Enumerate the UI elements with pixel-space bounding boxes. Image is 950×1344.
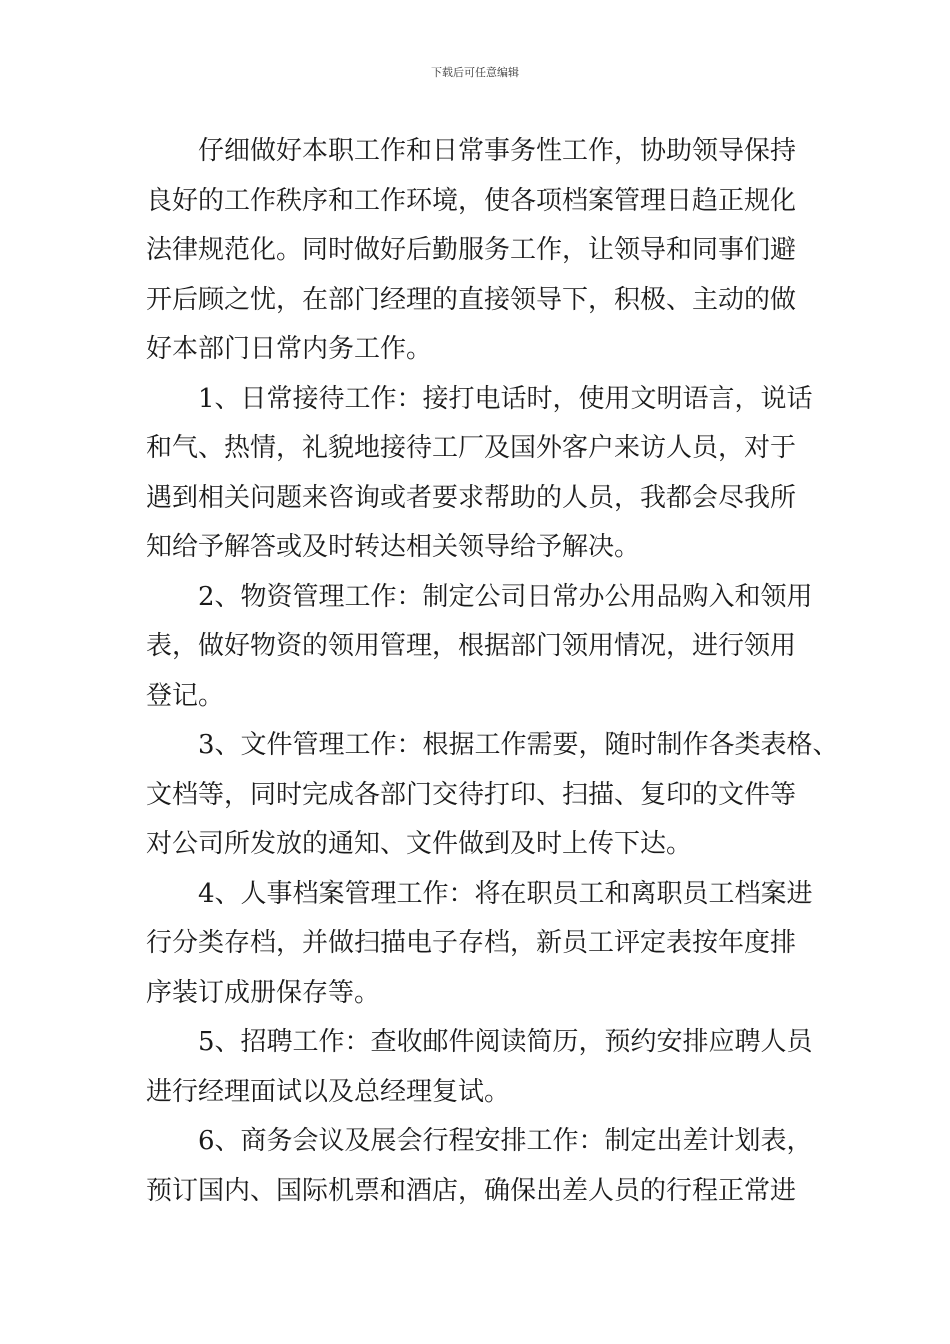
text-line: 进行经理面试以及总经理复试。 bbox=[146, 1076, 511, 1107]
text-line: 1、日常接待工作：接打电话时，使用文明语言，说话 bbox=[198, 383, 813, 414]
text-line: 2、物资管理工作：制定公司日常办公用品购入和领用 bbox=[198, 581, 813, 612]
text-line: 知给予解答或及时转达相关领导给予解决。 bbox=[146, 532, 641, 562]
paragraph-intro bbox=[146, 127, 836, 375]
text-line: 和气、热情，礼貌地接待工厂及国外客户来访人员，对于 bbox=[146, 433, 797, 463]
text-line: 表，做好物资的领用管理，根据部门领用情况，进行领用 bbox=[146, 631, 797, 661]
text-line: 5、招聘工作：查收邮件阅读简历，预约安排应聘人员 bbox=[198, 1027, 813, 1057]
paragraph-documents bbox=[146, 721, 839, 870]
text-line: 对公司所发放的通知、文件做到及时上传下达。 bbox=[146, 829, 693, 859]
text-line: 3、文件管理工作：根据工作需要，随时制作各类表格、 bbox=[198, 730, 839, 760]
paragraph-business-travel bbox=[146, 1117, 836, 1216]
text-line: 预订国内、国际机票和酒店，确保出差人员的行程正常进 bbox=[146, 1175, 797, 1206]
text-line: 好本部门日常内务工作。 bbox=[146, 334, 433, 364]
paragraph-reception bbox=[146, 375, 836, 573]
text-line: 4、人事档案管理工作：将在职员工和离职员工档案进 bbox=[198, 878, 813, 909]
paragraph-supplies bbox=[146, 573, 836, 722]
text-line: 开后顾之忧，在部门经理的直接领导下，积极、主动的做 bbox=[146, 284, 797, 315]
paragraph-recruitment bbox=[146, 1018, 836, 1117]
document-body bbox=[146, 127, 839, 1216]
text-line: 法律规范化。同时做好后勤服务工作，让领导和同事们避 bbox=[146, 235, 797, 265]
text-line: 序装订成册保存等。 bbox=[146, 977, 381, 1008]
text-line: 仔细做好本职工作和日常事务性工作，协助领导保持 bbox=[198, 136, 797, 166]
text-line: 遇到相关问题来咨询或者要求帮助的人员，我都会尽我所 bbox=[146, 482, 797, 513]
text-line: 登记。 bbox=[146, 680, 225, 711]
text-line: 行分类存档，并做扫描电子存档，新员工评定表按年度排 bbox=[146, 928, 797, 958]
text-line: 6、商务会议及展会行程安排工作：制定出差计划表， bbox=[198, 1126, 813, 1156]
paragraph-hr-archives bbox=[146, 870, 836, 1019]
text-line: 文档等，同时完成各部门交待打印、扫描、复印的文件等 bbox=[146, 779, 797, 810]
text-line: 良好的工作秩序和工作环境，使各项档案管理日趋正规化 bbox=[146, 185, 797, 216]
page-header: 下载后可任意编辑 bbox=[431, 66, 519, 79]
